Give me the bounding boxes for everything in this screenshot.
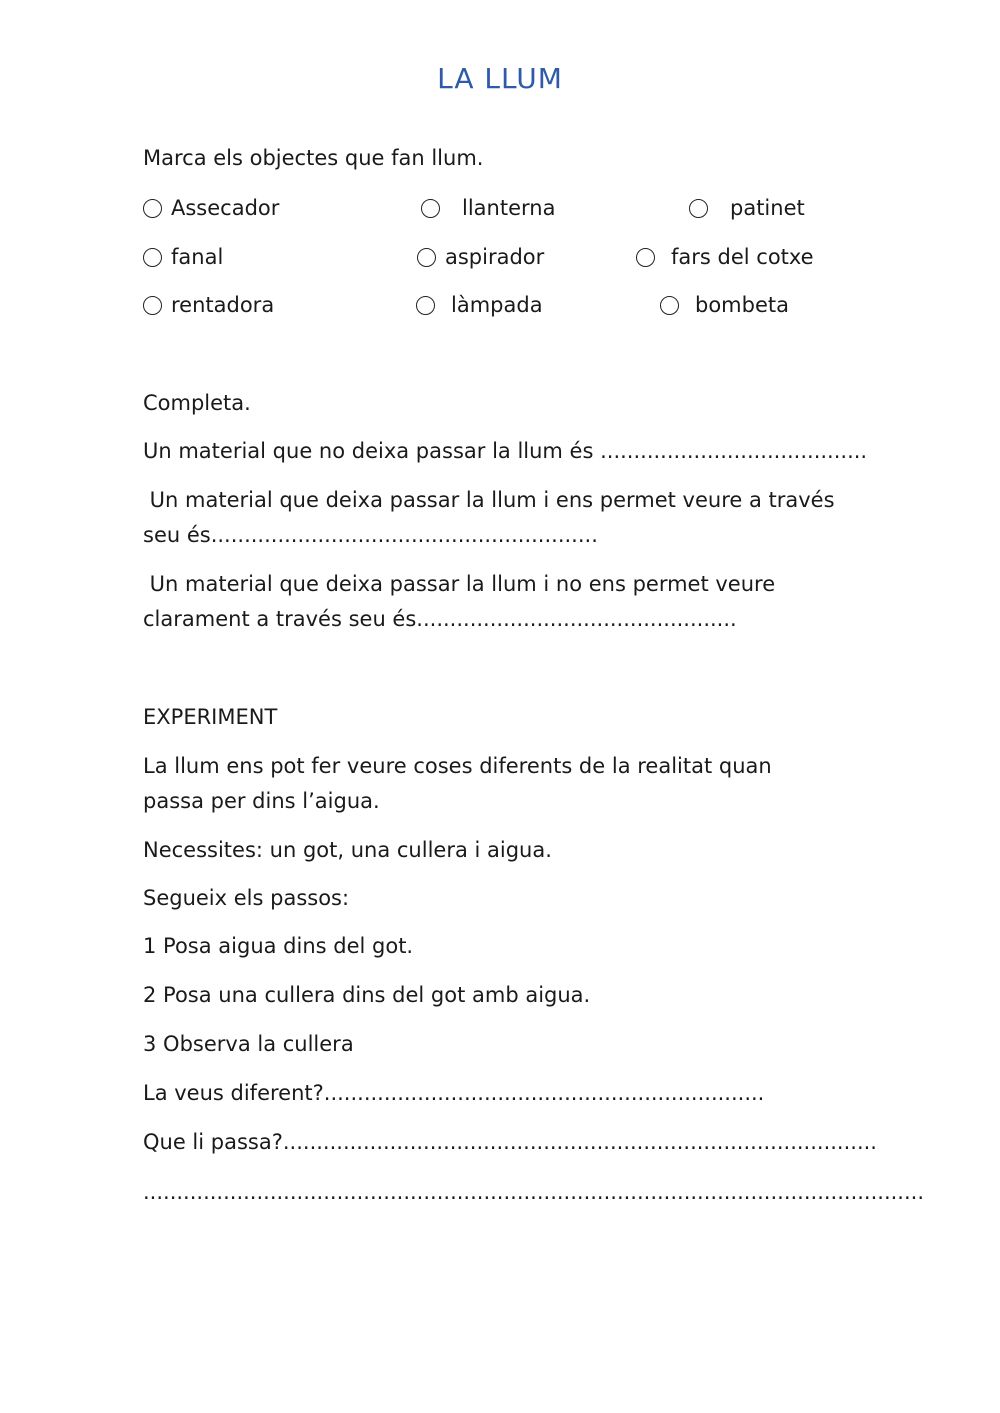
completa-heading: Completa. bbox=[143, 391, 251, 415]
question-veus-diferent: La veus diferent?.................................................................. bbox=[143, 1081, 765, 1105]
option-label: Assecador bbox=[171, 196, 280, 220]
option-patinet[interactable] bbox=[689, 193, 805, 223]
radio-circle[interactable] bbox=[421, 199, 440, 218]
radio-circle[interactable] bbox=[636, 248, 655, 267]
experiment-intro-line-1: La llum ens pot fer veure coses diferents de la realitat quan bbox=[143, 754, 772, 778]
steps-heading: Segueix els passos: bbox=[143, 886, 350, 910]
page-title: LA LLUM bbox=[437, 62, 563, 95]
completa-question-3-line-2: clarament a través seu és................................................ bbox=[143, 607, 737, 631]
option-label: fars del cotxe bbox=[671, 245, 814, 269]
radio-circle[interactable] bbox=[416, 296, 435, 315]
completa-question-2-line-1: Un material que deixa passar la llum i ens permet veure a través bbox=[143, 488, 835, 512]
option-bombeta[interactable] bbox=[660, 290, 789, 320]
option-llanterna[interactable] bbox=[421, 193, 555, 223]
option-label: bombeta bbox=[695, 293, 789, 317]
experiment-heading: EXPERIMENT bbox=[143, 705, 278, 729]
option-label: rentadora bbox=[171, 293, 275, 317]
step-3: 3 Observa la cullera bbox=[143, 1032, 354, 1056]
option-aspirador[interactable] bbox=[417, 242, 544, 272]
radio-circle[interactable] bbox=[417, 248, 436, 267]
option-label: fanal bbox=[171, 245, 224, 269]
experiment-intro-line-2: passa per dins l’aigua. bbox=[143, 789, 380, 813]
option-label: patinet bbox=[730, 196, 805, 220]
option-rentadora[interactable] bbox=[143, 290, 274, 320]
option-label: làmpada bbox=[451, 293, 543, 317]
answer-line: ..................................................................................................................... bbox=[143, 1180, 925, 1204]
option-fanal[interactable] bbox=[143, 242, 223, 272]
option-fars-del-cotxe[interactable] bbox=[636, 242, 814, 272]
step-2: 2 Posa una cullera dins del got amb aigua. bbox=[143, 983, 591, 1007]
radio-circle[interactable] bbox=[660, 296, 679, 315]
radio-circle[interactable] bbox=[143, 199, 162, 218]
completa-question-1: Un material que no deixa passar la llum és ........................................ bbox=[143, 439, 868, 463]
radio-circle[interactable] bbox=[689, 199, 708, 218]
experiment-needs: Necessites: un got, una cullera i aigua. bbox=[143, 838, 552, 862]
radio-circle[interactable] bbox=[143, 296, 162, 315]
option-label: llanterna bbox=[462, 196, 556, 220]
question-que-li-passa: Que li passa?......................................................................................... bbox=[143, 1130, 877, 1154]
step-1: 1 Posa aigua dins del got. bbox=[143, 934, 414, 958]
option-lampada[interactable] bbox=[416, 290, 543, 320]
completa-question-3-line-1: Un material que deixa passar la llum i no ens permet veure bbox=[143, 572, 776, 596]
option-label: aspirador bbox=[445, 245, 545, 269]
option-assecador[interactable] bbox=[143, 193, 279, 223]
instruction-mark: Marca els objectes que fan llum. bbox=[143, 146, 484, 170]
completa-question-2-line-2: seu és.......................................................... bbox=[143, 523, 598, 547]
radio-circle[interactable] bbox=[143, 248, 162, 267]
